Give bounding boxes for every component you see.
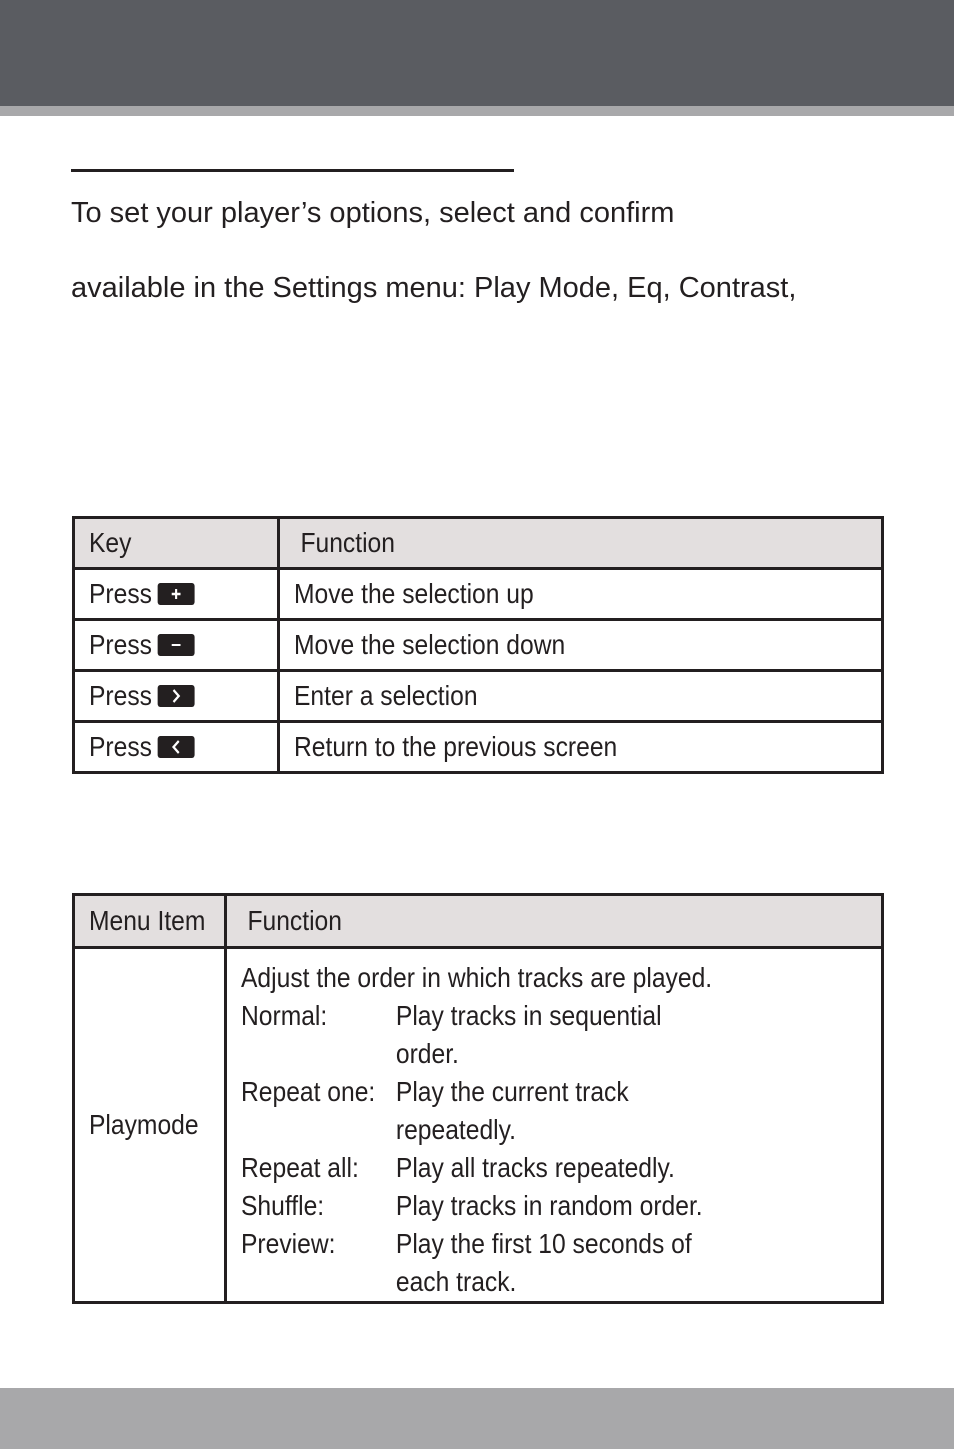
section-heading-rule xyxy=(71,169,514,172)
right-key-icon xyxy=(157,685,194,707)
key-label: Press xyxy=(89,731,152,762)
function-cell: Enter a selection xyxy=(279,671,883,722)
list-item xyxy=(241,1073,804,1149)
footer-band xyxy=(0,1388,954,1449)
header-function: Function xyxy=(226,895,883,948)
function-cell: Move the selection up xyxy=(279,569,883,620)
minus-key-icon xyxy=(157,634,194,656)
table-row xyxy=(74,671,883,722)
header-function: Function xyxy=(279,518,883,569)
header-band xyxy=(0,0,954,106)
intro-line-2: available in the Settings menu: Play Mode, Eq, Contrast, xyxy=(71,272,797,304)
table-row xyxy=(74,948,883,1303)
header-key: Key xyxy=(74,518,279,569)
table-row xyxy=(74,569,883,620)
list-item xyxy=(241,1149,804,1187)
header-menu-item: Menu Item xyxy=(74,895,226,948)
header-accent-strip xyxy=(0,106,954,116)
left-key-icon xyxy=(157,736,194,758)
key-cell xyxy=(74,569,279,620)
option-name: Shuffle: xyxy=(241,1190,325,1221)
table-header-row xyxy=(74,518,883,569)
key-cell xyxy=(74,722,279,773)
list-item xyxy=(241,997,804,1073)
list-item xyxy=(241,1225,804,1301)
function-cell: Move the selection down xyxy=(279,620,883,671)
option-text: Play all tracks repeatedly. xyxy=(395,1152,675,1183)
key-label: Press xyxy=(89,680,152,711)
menu-item-cell: Playmode xyxy=(74,948,226,1303)
plus-key-icon xyxy=(157,583,194,605)
table-row xyxy=(74,620,883,671)
table-header-row xyxy=(74,895,883,948)
key-label: Press xyxy=(89,578,152,609)
menu-item-table xyxy=(72,893,884,1304)
playmode-intro: Adjust the order in which tracks are played. xyxy=(241,962,713,993)
menu-function-cell xyxy=(226,948,883,1303)
list-item xyxy=(241,1187,804,1225)
option-name: Normal: xyxy=(241,1000,328,1031)
option-text: Play the first 10 seconds of each track. xyxy=(395,1228,692,1297)
key-function-table xyxy=(72,516,884,774)
function-cell: Return to the previous screen xyxy=(279,722,883,773)
intro-line-1: To set your player’s options, select and confirm xyxy=(71,197,675,229)
option-text: Play tracks in sequential order. xyxy=(395,1000,662,1069)
key-label: Press xyxy=(89,629,152,660)
option-name: Preview: xyxy=(241,1228,336,1259)
key-cell xyxy=(74,620,279,671)
option-name: Repeat all: xyxy=(241,1152,359,1183)
option-name: Repeat one: xyxy=(241,1076,376,1107)
option-text: Play tracks in random order. xyxy=(395,1190,703,1221)
table-row xyxy=(74,722,883,773)
option-text: Play the current track repeatedly. xyxy=(395,1076,629,1145)
key-cell xyxy=(74,671,279,722)
